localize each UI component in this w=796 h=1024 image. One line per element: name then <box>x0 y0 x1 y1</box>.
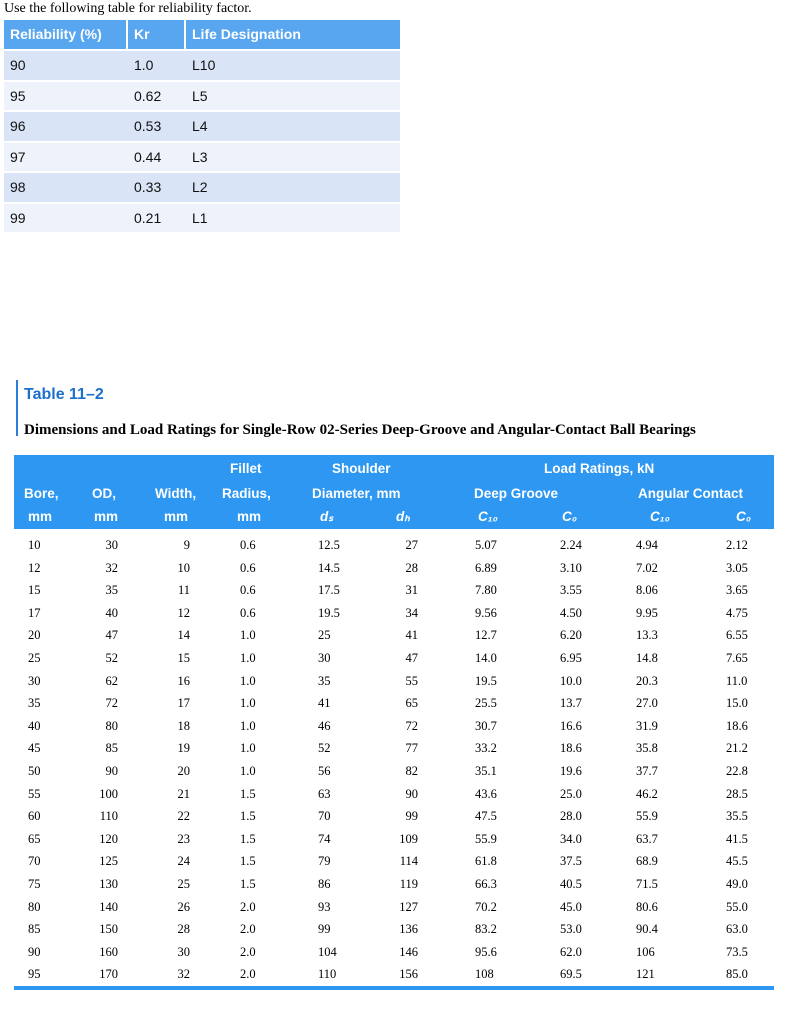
kr-cell: 0.53 <box>134 118 162 134</box>
dh-cell: 77 <box>405 741 418 756</box>
table-row <box>14 783 774 806</box>
reliability-table-body <box>4 49 400 232</box>
header-radius: Radius, <box>222 486 271 501</box>
ds-cell: 93 <box>318 899 331 914</box>
table-row <box>14 624 774 647</box>
ds-cell: 86 <box>318 877 331 891</box>
ds-cell: 12.5 <box>318 538 340 552</box>
ds-cell: 56 <box>318 764 331 778</box>
bore-cell: 20 <box>28 628 41 643</box>
reliability-row <box>4 171 400 202</box>
dh-cell: 109 <box>399 831 418 846</box>
width-cell: 25 <box>177 877 190 891</box>
c0-ang-cell: 4.75 <box>726 605 748 620</box>
width-cell: 30 <box>177 944 190 959</box>
dh-cell: 72 <box>405 718 418 733</box>
bore-cell: 65 <box>28 831 41 846</box>
header-c10-deep: C₁₀ <box>478 509 498 524</box>
ds-cell: 35 <box>318 673 331 688</box>
c10-deep-cell: 19.5 <box>475 673 497 688</box>
c10-deep-cell: 43.6 <box>475 786 497 801</box>
table-row <box>14 828 774 851</box>
bore-cell: 40 <box>28 718 41 733</box>
reliability-row <box>4 80 400 111</box>
ds-cell: 104 <box>318 944 337 959</box>
od-cell: 140 <box>99 899 118 914</box>
life-designation-cell: L5 <box>192 87 208 104</box>
reliability-row <box>4 49 400 80</box>
radius-cell: 2.0 <box>240 944 256 959</box>
c0-deep-cell: 69.5 <box>560 967 582 982</box>
radius-cell: 2.0 <box>240 967 256 982</box>
table-row <box>14 602 774 625</box>
c10-ang-cell: 35.8 <box>636 741 658 756</box>
dh-cell: 27 <box>405 538 418 552</box>
table-row <box>14 737 774 760</box>
radius-cell: 1.5 <box>240 877 256 891</box>
c0-ang-cell: 55.0 <box>726 899 748 914</box>
intro-text: Use the following table for reliability factor. <box>4 1 252 16</box>
c0-ang-cell: 45.5 <box>726 854 748 869</box>
c10-deep-cell: 9.56 <box>475 605 497 620</box>
dh-cell: 99 <box>405 809 418 824</box>
c0-deep-cell: 6.95 <box>560 651 582 665</box>
bearing-table-header <box>14 455 774 529</box>
width-cell: 14 <box>177 628 190 643</box>
header-angular-contact: Angular Contact <box>638 486 744 501</box>
c10-deep-cell: 55.9 <box>475 831 497 846</box>
dh-cell: 136 <box>399 922 418 937</box>
c10-deep-cell: 95.6 <box>475 944 497 959</box>
table-title: Dimensions and Load Ratings for Single-Row 02-Series Deep-Groove and Angular-Contact Ball Bearings <box>24 422 696 438</box>
width-cell: 32 <box>177 967 190 982</box>
od-cell: 85 <box>105 741 118 756</box>
bore-cell: 95 <box>28 967 41 982</box>
table-row <box>14 805 774 828</box>
od-cell: 170 <box>99 967 118 982</box>
width-cell: 19 <box>177 741 190 756</box>
dh-cell: 156 <box>399 967 418 982</box>
c0-ang-cell: 2.12 <box>726 538 748 552</box>
width-cell: 18 <box>177 718 190 733</box>
radius-cell: 1.5 <box>240 831 256 846</box>
kr-cell: 0.33 <box>134 179 162 195</box>
table-row <box>14 918 774 941</box>
c10-ang-cell: 9.95 <box>636 605 658 620</box>
c0-deep-cell: 40.5 <box>560 877 582 891</box>
table-row <box>14 941 774 964</box>
header-c0-deep: C₀ <box>562 509 578 524</box>
c10-deep-cell: 5.07 <box>475 538 497 552</box>
c10-deep-cell: 30.7 <box>475 718 497 733</box>
bore-cell: 70 <box>28 854 41 869</box>
width-cell: 9 <box>183 538 190 552</box>
c10-ang-cell: 14.8 <box>636 651 658 665</box>
c0-deep-cell: 16.6 <box>560 718 582 733</box>
c0-deep-cell: 13.7 <box>560 696 582 711</box>
header-width: Width, <box>155 486 197 501</box>
ds-cell: 70 <box>318 809 331 824</box>
ds-cell: 52 <box>318 741 331 756</box>
reliability-table-header <box>4 20 400 49</box>
table-row <box>14 579 774 602</box>
kr-cell: 0.62 <box>134 87 162 104</box>
radius-cell: 2.0 <box>240 899 256 914</box>
reliability-cell: 96 <box>10 118 26 134</box>
c10-deep-cell: 35.1 <box>475 764 497 778</box>
c10-ang-cell: 80.6 <box>636 899 658 914</box>
c10-deep-cell: 83.2 <box>475 922 497 937</box>
header-fillet: Fillet <box>230 461 262 476</box>
c0-deep-cell: 3.55 <box>560 583 582 598</box>
c10-deep-cell: 7.80 <box>475 583 497 598</box>
c0-deep-cell: 34.0 <box>560 831 582 846</box>
table-row <box>14 873 774 896</box>
c10-ang-cell: 7.02 <box>636 560 658 575</box>
radius-cell: 1.5 <box>240 854 256 869</box>
ds-cell: 30 <box>318 651 331 665</box>
c0-ang-cell: 21.2 <box>726 741 748 756</box>
life-designation-cell: L4 <box>192 118 208 134</box>
header-kr: Kr <box>128 20 186 49</box>
radius-cell: 1.5 <box>240 786 256 801</box>
kr-cell: 0.44 <box>134 148 162 165</box>
dh-cell: 47 <box>405 651 418 665</box>
c10-ang-cell: 31.9 <box>636 718 658 733</box>
c0-deep-cell: 45.0 <box>560 899 582 914</box>
width-cell: 15 <box>177 651 190 665</box>
c0-deep-cell: 4.50 <box>560 605 582 620</box>
header-c0-angular: C₀ <box>736 509 752 524</box>
od-cell: 72 <box>105 696 118 711</box>
header-c10-angular: C₁₀ <box>650 509 670 524</box>
c10-ang-cell: 121 <box>636 967 655 982</box>
c0-ang-cell: 11.0 <box>726 673 748 688</box>
c0-deep-cell: 6.20 <box>560 628 582 643</box>
dh-cell: 55 <box>405 673 418 688</box>
header-load-ratings: Load Ratings, kN <box>544 461 655 476</box>
header-life-designation: Life Designation <box>192 26 301 42</box>
table-row <box>14 963 774 986</box>
c10-ang-cell: 106 <box>636 944 655 959</box>
c0-deep-cell: 37.5 <box>560 854 582 869</box>
c0-ang-cell: 73.5 <box>726 944 748 959</box>
width-cell: 12 <box>177 605 190 620</box>
radius-cell: 1.0 <box>240 651 256 665</box>
c0-ang-cell: 22.8 <box>726 764 748 778</box>
od-cell: 47 <box>105 628 118 643</box>
c10-deep-cell: 14.0 <box>475 651 497 665</box>
header-ds: dₛ <box>320 509 334 524</box>
c10-ang-cell: 71.5 <box>636 877 658 891</box>
c10-ang-cell: 46.2 <box>636 786 658 801</box>
dh-cell: 82 <box>405 764 418 778</box>
life-designation-cell: L3 <box>192 148 208 165</box>
table-bottom-rule <box>14 986 774 990</box>
c10-ang-cell: 4.94 <box>636 538 658 552</box>
kr-cell: 1.0 <box>134 57 154 73</box>
header-shoulder: Shoulder <box>332 461 391 476</box>
life-designation-cell: L1 <box>192 209 208 226</box>
bore-cell: 12 <box>28 560 41 575</box>
c10-deep-cell: 25.5 <box>475 696 497 711</box>
bore-cell: 15 <box>28 583 41 598</box>
od-cell: 52 <box>105 651 118 665</box>
table-row <box>14 647 774 670</box>
table-row <box>14 670 774 693</box>
bore-cell: 35 <box>28 696 41 711</box>
c0-deep-cell: 25.0 <box>560 786 582 801</box>
ds-cell: 41 <box>318 696 331 711</box>
c0-deep-cell: 62.0 <box>560 944 582 959</box>
caption-accent-bar <box>16 380 18 436</box>
width-cell: 20 <box>177 764 190 778</box>
table-row <box>14 557 774 580</box>
radius-cell: 1.0 <box>240 628 256 643</box>
width-cell: 23 <box>177 831 190 846</box>
header-deep-groove: Deep Groove <box>474 486 559 501</box>
od-cell: 120 <box>99 831 118 846</box>
c0-deep-cell: 53.0 <box>560 922 582 937</box>
c0-ang-cell: 15.0 <box>726 696 748 711</box>
bore-cell: 45 <box>28 741 41 756</box>
ds-cell: 14.5 <box>318 560 340 575</box>
bore-cell: 30 <box>28 673 41 688</box>
bore-cell: 25 <box>28 651 41 665</box>
width-cell: 10 <box>177 560 190 575</box>
c10-deep-cell: 108 <box>475 967 494 982</box>
bore-cell: 60 <box>28 809 41 824</box>
c0-ang-cell: 85.0 <box>726 967 748 982</box>
c0-deep-cell: 3.10 <box>560 560 582 575</box>
ds-cell: 19.5 <box>318 605 340 620</box>
radius-cell: 1.0 <box>240 718 256 733</box>
life-designation-cell: L2 <box>192 179 208 195</box>
width-cell: 28 <box>177 922 190 937</box>
kr-cell: 0.21 <box>134 209 162 226</box>
ds-cell: 17.5 <box>318 583 340 598</box>
bore-cell: 75 <box>28 877 41 891</box>
ds-cell: 110 <box>318 967 337 982</box>
ds-cell: 79 <box>318 854 331 869</box>
reliability-cell: 90 <box>10 57 26 73</box>
c0-ang-cell: 18.6 <box>726 718 748 733</box>
od-cell: 62 <box>105 673 118 688</box>
c0-ang-cell: 6.55 <box>726 628 748 643</box>
dh-cell: 146 <box>399 944 418 959</box>
reliability-cell: 95 <box>10 87 26 104</box>
dh-cell: 114 <box>399 854 418 869</box>
od-cell: 150 <box>99 922 118 937</box>
c10-deep-cell: 12.7 <box>475 628 497 643</box>
od-cell: 30 <box>105 538 118 552</box>
reliability-cell: 97 <box>10 148 26 165</box>
radius-cell: 1.0 <box>240 764 256 778</box>
c10-deep-cell: 61.8 <box>475 854 497 869</box>
od-cell: 40 <box>105 605 118 620</box>
table-row <box>14 692 774 715</box>
od-cell: 130 <box>99 877 118 891</box>
ds-cell: 25 <box>318 628 331 643</box>
dh-cell: 119 <box>399 877 418 891</box>
od-cell: 160 <box>99 944 118 959</box>
od-cell: 110 <box>99 809 118 824</box>
c10-ang-cell: 20.3 <box>636 673 658 688</box>
header-bore: Bore, <box>24 486 59 501</box>
bore-cell: 50 <box>28 764 41 778</box>
c10-ang-cell: 8.06 <box>636 583 658 598</box>
c10-ang-cell: 55.9 <box>636 809 658 824</box>
table-row <box>14 896 774 919</box>
c10-ang-cell: 13.3 <box>636 628 658 643</box>
c10-deep-cell: 6.89 <box>475 560 497 575</box>
reliability-row <box>4 202 400 233</box>
table-row <box>14 534 774 557</box>
radius-cell: 0.6 <box>240 538 256 552</box>
od-cell: 35 <box>105 583 118 598</box>
dh-cell: 31 <box>405 583 418 598</box>
header-radius-unit: mm <box>237 509 262 524</box>
dh-cell: 28 <box>405 560 418 575</box>
od-cell: 90 <box>105 764 118 778</box>
width-cell: 17 <box>177 696 190 711</box>
reliability-row <box>4 110 400 141</box>
c0-ang-cell: 49.0 <box>726 877 748 891</box>
radius-cell: 1.5 <box>240 809 256 824</box>
header-diameter: Diameter, mm <box>312 486 401 501</box>
width-cell: 22 <box>177 809 190 824</box>
c10-deep-cell: 47.5 <box>475 809 497 824</box>
width-cell: 21 <box>177 786 190 801</box>
od-cell: 80 <box>105 718 118 733</box>
radius-cell: 1.0 <box>240 696 256 711</box>
c10-deep-cell: 70.2 <box>475 899 497 914</box>
header-od-unit: mm <box>94 509 119 524</box>
header-reliability: Reliability (%) <box>4 20 128 49</box>
life-designation-cell: L10 <box>192 57 216 73</box>
dh-cell: 65 <box>405 696 418 711</box>
table-row <box>14 715 774 738</box>
bore-cell: 55 <box>28 786 41 801</box>
radius-cell: 0.6 <box>240 560 256 575</box>
c0-ang-cell: 28.5 <box>726 786 748 801</box>
dh-cell: 34 <box>405 605 418 620</box>
ds-cell: 46 <box>318 718 331 733</box>
dh-cell: 90 <box>405 786 418 801</box>
table-caption: Table 11–2 <box>24 386 104 403</box>
od-cell: 125 <box>99 854 118 869</box>
header-dh: dₕ <box>396 509 410 524</box>
table-row <box>14 850 774 873</box>
c10-ang-cell: 68.9 <box>636 854 658 869</box>
width-cell: 11 <box>177 583 190 598</box>
reliability-cell: 98 <box>10 179 26 195</box>
c0-ang-cell: 41.5 <box>726 831 748 846</box>
c10-deep-cell: 66.3 <box>475 877 497 891</box>
c0-ang-cell: 7.65 <box>726 651 748 665</box>
radius-cell: 0.6 <box>240 605 256 620</box>
radius-cell: 0.6 <box>240 583 256 598</box>
c10-ang-cell: 90.4 <box>636 922 658 937</box>
c10-ang-cell: 27.0 <box>636 696 658 711</box>
header-width-unit: mm <box>164 509 189 524</box>
table-row <box>14 760 774 783</box>
radius-cell: 1.0 <box>240 741 256 756</box>
bore-cell: 90 <box>28 944 41 959</box>
radius-cell: 1.0 <box>240 673 256 688</box>
header-od: OD, <box>92 486 117 501</box>
c10-ang-cell: 37.7 <box>636 764 658 778</box>
c0-ang-cell: 3.65 <box>726 583 748 598</box>
reliability-row <box>4 141 400 172</box>
ds-cell: 74 <box>318 831 331 846</box>
bore-cell: 80 <box>28 899 41 914</box>
c0-deep-cell: 28.0 <box>560 809 582 824</box>
bore-cell: 85 <box>28 922 41 937</box>
reliability-cell: 99 <box>10 209 26 226</box>
width-cell: 24 <box>177 854 190 869</box>
c0-deep-cell: 2.24 <box>560 538 582 552</box>
c0-deep-cell: 10.0 <box>560 673 582 688</box>
c10-ang-cell: 63.7 <box>636 831 658 846</box>
width-cell: 26 <box>177 899 190 914</box>
ds-cell: 63 <box>318 786 331 801</box>
dh-cell: 41 <box>405 628 418 643</box>
radius-cell: 2.0 <box>240 922 256 937</box>
c0-ang-cell: 3.05 <box>726 560 748 575</box>
width-cell: 16 <box>177 673 190 688</box>
c0-deep-cell: 19.6 <box>560 764 582 778</box>
od-cell: 100 <box>99 786 118 801</box>
reliability-table <box>4 20 400 232</box>
od-cell: 32 <box>105 560 118 575</box>
bore-cell: 17 <box>28 605 41 620</box>
c0-ang-cell: 63.0 <box>726 922 748 937</box>
bore-cell: 10 <box>28 538 41 552</box>
c0-ang-cell: 35.5 <box>726 809 748 824</box>
dh-cell: 127 <box>399 899 418 914</box>
header-bore-unit: mm <box>28 509 53 524</box>
ds-cell: 99 <box>318 922 331 937</box>
c0-deep-cell: 18.6 <box>560 741 582 756</box>
c10-deep-cell: 33.2 <box>475 741 497 756</box>
